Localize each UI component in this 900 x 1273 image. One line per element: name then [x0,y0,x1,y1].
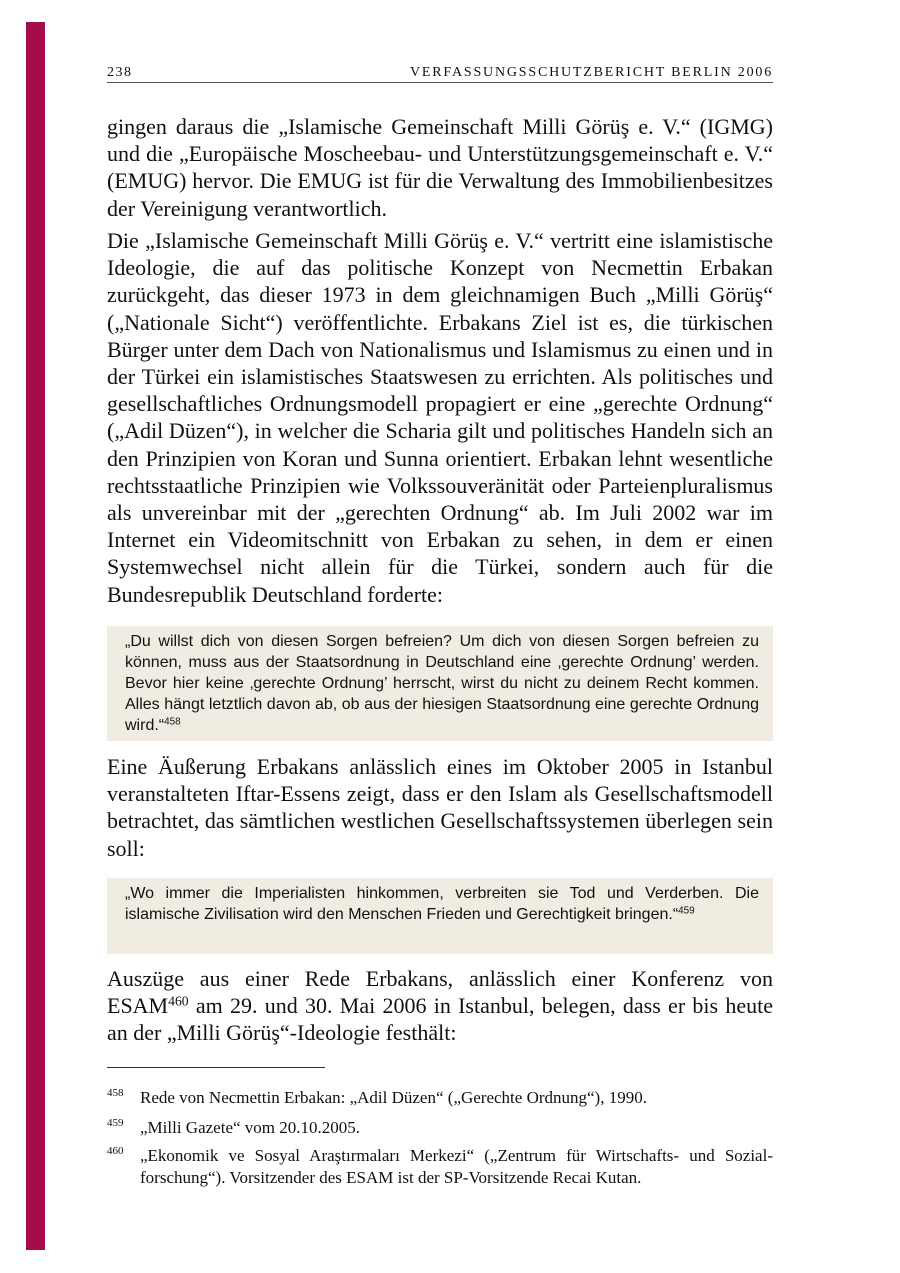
paragraph-2 [107,227,773,608]
paragraph-3-text: Eine Äußerung Erbakans anlässlich eines im Oktober 2005 in Istanbul veranstalteten Iftar-Essens zeigt, dass er den Islam als Gesellschaftsmodell betrachtet, das sämtlichen westlichen Gesellschaftssystemen überlegen sein soll: [107,754,773,861]
footnote-separator [107,1067,325,1068]
footnote-460 [107,1145,773,1188]
footnote-459 [107,1117,773,1139]
paragraph-4-footnote-ref: 460 [168,993,189,1009]
quote-1-text: „Du willst dich von diesen Sorgen befreien? Um dich von diesen Sorgen befreien zu können, muss aus der Staatsordnung in Deutschland eine ‚gerechte Ordnung’ werden. Bevor hier keine ‚gerechte Ordnung’ herrscht, wirst du nicht zu deinem Recht kommen. Alles hängt letztlich davon ab, ob aus der hiesigen Staatsordnung eine gerechte Ordnung wird.“ [125,633,759,734]
paragraph-4-text-after: am 29. und 30. Mai 2006 in Istanbul, belegen, dass er bis heute an der „Milli Görüş“-Ideologie festhält: [107,993,773,1046]
footnote-text: „Ekonomik ve Sosyal Araştırmaları Merkezi“ („Zentrum für Wirtschafts- und Sozialforschung“). Vorsitzender des ESAM ist der SP-Vorsitzende Recai Kutan. [140,1146,773,1187]
footnote-number: 460 [107,1145,124,1157]
page-number: 238 [107,65,133,80]
quote-block-1 [107,626,773,741]
paragraph-1 [107,113,773,222]
quote-2-footnote-ref: 459 [678,905,695,917]
footnote-number: 458 [107,1087,124,1099]
quote-block-2 [107,878,773,954]
footnote-text: „Milli Gazete“ vom 20.10.2005. [140,1118,361,1137]
footnote-458 [107,1087,773,1109]
paragraph-4-text [107,965,773,1047]
paragraph-4 [107,965,773,1047]
paragraph-1-text: gingen daraus die „Islamische Gemeinschaft Milli Görüş e. V.“ (IGMG) und die „Europäische Moscheebau- und Unterstützungsgemeinschaft e. V.“ (EMUG) hervor. Die EMUG ist für die Verwaltung des Immobilienbesitzes der Vereinigung verantwortlich. [107,114,773,221]
footnote-text: Rede von Necmettin Erbakan: „Adil Düzen“ („Gerechte Ordnung“), 1990. [140,1088,647,1107]
quote-1-footnote-ref: 458 [164,716,181,728]
paragraph-2-text: Die „Islamische Gemeinschaft Milli Görüş e. V.“ vertritt eine islamistische Ideologie, die auf das politische Konzept von Necmettin Erbakan zurückgeht, das dieser 1973 in dem gleichnamigen Buch „Milli Görüş“ („Nationale Sicht“) veröffentlichte. Erbakans Ziel ist es, die türkischen Bürger unter dem Dach von Nationalismus und Islamismus zu einen und in der Türkei ein islamistisches Staatswesen zu errichten. Als politisches und gesellschaftliches Ordnungsmodell propagiert er eine „gerechte Ordnung“ („Adil Düzen“), in welcher die Scharia gilt und politisches Handeln sich an den Prinzipien von Koran und Sunna orientiert. Erbakan lehnt wesentliche rechtsstaatliche Prinzipien wie Volkssouveränität oder Parteienpluralismus als unvereinbar mit der „gerechten Ordnung“ ab. Im Juli 2002 war im Internet ein Videomitschnitt von Erbakan zu sehen, in dem er einen Systemwechsel nicht allein für die Türkei, sondern auch für die Bundesrepublik Deutschland forderte: [107,228,773,607]
quote-2-text: „Wo immer die Imperialisten hinkommen, verbreiten sie Tod und Verderben. Die islamische Zivilisation wird den Menschen Frieden und Gerechtigkeit bringen.“ [125,885,759,923]
running-title: VERFASSUNGSSCHUTZBERICHT BERLIN 2006 [410,65,773,80]
paragraph-4-text-before: Auszüge aus einer Rede Erbakans, anlässlich einer Konferenz von ESAM [107,966,773,1019]
footnote-number: 459 [107,1117,124,1129]
paragraph-3 [107,753,773,862]
side-color-bar [26,22,45,1250]
page-header [107,60,773,83]
